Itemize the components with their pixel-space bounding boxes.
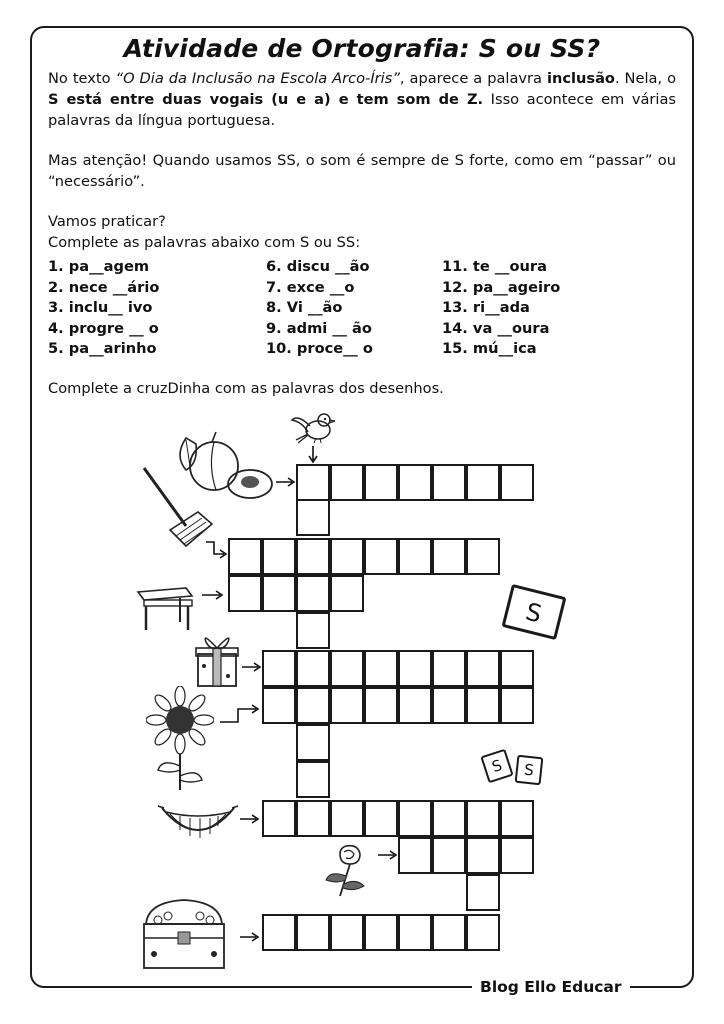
rose-icon: [322, 842, 378, 900]
crossword-cell[interactable]: [364, 687, 398, 724]
arrow-right-icon: [202, 590, 224, 600]
crossword-cell[interactable]: [466, 464, 500, 501]
bird-icon: [288, 406, 344, 446]
crossword-cell[interactable]: [398, 650, 432, 687]
smile-icon: [156, 800, 240, 848]
crossword-cell[interactable]: [330, 650, 364, 687]
crossword-cell[interactable]: [500, 800, 534, 837]
crossword-cell[interactable]: [466, 687, 500, 724]
crossword-cell[interactable]: [296, 538, 330, 575]
crossword-cell[interactable]: [466, 837, 500, 874]
table-icon: [134, 584, 196, 634]
crossword-cell[interactable]: [466, 874, 500, 911]
word-list-column-2: [266, 257, 373, 360]
word-item: 10. proce__ o: [266, 340, 373, 357]
word-item: 8. Vi __ão: [266, 299, 343, 316]
word-item: 1. pa__agem: [48, 258, 150, 275]
word-list-column-3: [442, 257, 560, 360]
crossword-cell[interactable]: [296, 499, 330, 536]
word-item: 15. mú__ica: [442, 340, 537, 357]
crossword-cell[interactable]: [330, 687, 364, 724]
practice-instructions: Vamos praticar? Complete as palavras abaixo com S ou SS:: [48, 213, 361, 251]
crossword-cell[interactable]: [364, 800, 398, 837]
word-list-column-1: [48, 257, 159, 360]
sunflower-icon: [146, 686, 214, 790]
arrow-right-icon: [204, 540, 228, 560]
word-item: 4. progre __ o: [48, 319, 159, 337]
crossword-cell[interactable]: [500, 837, 534, 874]
crossword-cell[interactable]: [296, 724, 330, 761]
crossword-cell[interactable]: [398, 464, 432, 501]
word-item: 11. te __oura: [442, 258, 547, 275]
crossword-cell[interactable]: [330, 464, 364, 501]
crossword-cell[interactable]: [262, 914, 296, 951]
crossword-cell[interactable]: [432, 914, 466, 951]
crossword-cell[interactable]: [398, 914, 432, 951]
arrow-down-icon: [308, 446, 318, 464]
crossword-cell[interactable]: [262, 650, 296, 687]
word-item: 5. pa__arinho: [48, 340, 157, 357]
crossword-cell[interactable]: [432, 687, 466, 724]
crossword-cell[interactable]: [466, 650, 500, 687]
word-item: 3. inclu__ ivo: [48, 299, 153, 316]
word-item: 7. exce __o: [266, 278, 355, 296]
crossword-cell[interactable]: [296, 612, 330, 649]
crossword-cell[interactable]: [364, 650, 398, 687]
arrow-right-icon: [218, 704, 262, 724]
word-item: 6. discu __ão: [266, 258, 370, 275]
letter-tile-s: S: [502, 584, 567, 640]
arrow-right-icon: [276, 477, 296, 487]
crossword-cell[interactable]: [398, 837, 432, 874]
word-item: 2. nece __ário: [48, 278, 160, 296]
crossword-cell[interactable]: [432, 538, 466, 575]
treasure-chest-icon: [134, 894, 234, 974]
crossword-instruction: Complete a cruzDinha com as palavras dos desenhos.: [48, 380, 444, 397]
crossword-cell[interactable]: [466, 538, 500, 575]
crossword-cell[interactable]: [296, 575, 330, 612]
crossword-cell[interactable]: [500, 650, 534, 687]
crossword-cell[interactable]: [466, 914, 500, 951]
crossword-cell[interactable]: [432, 650, 466, 687]
crossword-cell[interactable]: [330, 538, 364, 575]
crossword-cell[interactable]: [398, 687, 432, 724]
crossword-cell[interactable]: [228, 575, 262, 612]
crossword-cell[interactable]: [432, 800, 466, 837]
arrow-right-icon: [242, 662, 262, 672]
attention-paragraph: Mas atenção! Quando usamos SS, o som é sempre de S forte, como em “passar” ou “necessário”.: [48, 152, 676, 190]
crossword-cell[interactable]: [330, 575, 364, 612]
word-item: 12. pa__ageiro: [442, 278, 561, 296]
crossword-cell[interactable]: [296, 800, 330, 837]
arrow-right-icon: [240, 814, 260, 824]
crossword-cell[interactable]: [398, 800, 432, 837]
crossword-cell[interactable]: [228, 538, 262, 575]
crossword-cell[interactable]: [262, 575, 296, 612]
arrow-right-icon: [240, 932, 260, 942]
letter-tile-s: S: [480, 749, 513, 784]
crossword-cell[interactable]: [330, 800, 364, 837]
crossword-cell[interactable]: [500, 464, 534, 501]
word-item: 9. admi __ ão: [266, 319, 372, 337]
crossword-cell[interactable]: [364, 538, 398, 575]
crossword-cell[interactable]: [364, 464, 398, 501]
crossword-cell[interactable]: [262, 538, 296, 575]
footer-brand: Blog Ello Educar: [472, 978, 630, 996]
crossword-cell[interactable]: [296, 687, 330, 724]
crossword-cell[interactable]: [262, 800, 296, 837]
crossword-cell[interactable]: [262, 687, 296, 724]
word-item: 14. va __oura: [442, 319, 550, 337]
gift-icon: [192, 632, 242, 690]
intro-paragraph: No texto “O Dia da Inclusão na Escola Arco-Íris”, aparece a palavra inclusão. Nela, o S está entre duas vogais (u e a) e tem som de Z. Isso acontece em várias palavras da língua portuguesa.: [48, 70, 677, 129]
crossword-cell[interactable]: [296, 914, 330, 951]
word-item: 13. ri__ada: [442, 299, 530, 316]
crossword-cell[interactable]: [330, 914, 364, 951]
letter-tile-s: S: [515, 755, 544, 786]
crossword-cell[interactable]: [432, 464, 466, 501]
crossword-cell[interactable]: [466, 800, 500, 837]
crossword-cell[interactable]: [432, 837, 466, 874]
crossword-cell[interactable]: [398, 538, 432, 575]
crossword-cell[interactable]: [364, 914, 398, 951]
crossword-cell[interactable]: [296, 650, 330, 687]
arrow-right-icon: [378, 850, 398, 860]
crossword-cell[interactable]: [296, 464, 330, 501]
page-title: Atividade de Ortografia: S ou SS?: [123, 34, 601, 63]
crossword-cell[interactable]: [500, 687, 534, 724]
crossword-cell[interactable]: [296, 761, 330, 798]
